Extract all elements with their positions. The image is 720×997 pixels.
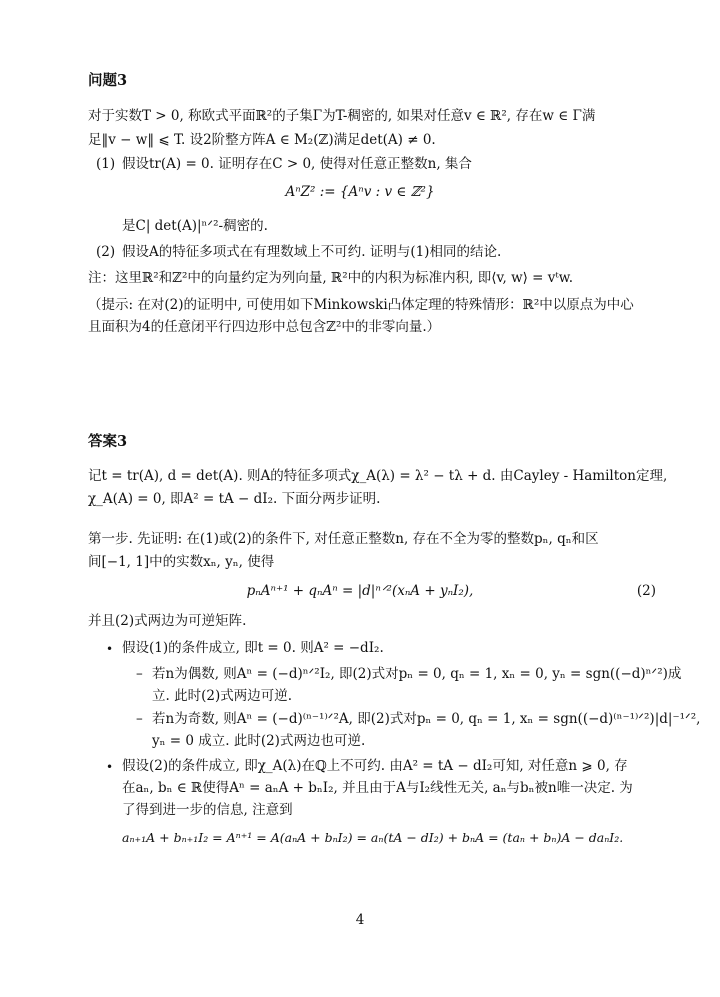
equation-2: pₙAⁿ⁺¹ + qₙAⁿ = |d|ⁿᐟ²(xₙA + yₙI₂), bbox=[246, 583, 474, 599]
bullet-2-line-1: 假设(2)的条件成立, 即χ_A(λ)在ℚ上不可约. 由A² = tA − dI₂可知, 对任意n ⩾ 0, 存 bbox=[122, 758, 628, 774]
hint-line-2: 且面积为4的任意闭平行四边形中总包含ℤ²中的非零向量.） bbox=[88, 319, 441, 335]
part1-conclusion: 是C| det(A)|ⁿᐟ²-稠密的. bbox=[122, 218, 268, 234]
bullet-1-marker: • bbox=[106, 642, 114, 656]
part1-label: (1) bbox=[96, 156, 116, 172]
part2-label: (2) bbox=[96, 244, 116, 260]
bullet-2-line-3: 了得到进一步的信息, 注意到 bbox=[122, 802, 293, 818]
part1-equation: AⁿZ² := {Aⁿv : v ∈ ℤ²} bbox=[285, 184, 435, 200]
bullet-1-text: 假设(1)的条件成立, 即t = 0. 则A² = −dI₂. bbox=[122, 640, 384, 656]
problem-note: 注：这里ℝ²和ℤ²中的向量约定为列向量, ℝ²中的内积为标准内积, 即⟨v, w⟩ = vᵗw. bbox=[88, 270, 573, 286]
part1-statement: 假设tr(A) = 0. 证明存在C > 0, 使得对任意正整数n, 集合 bbox=[122, 156, 472, 172]
step1-line-1: 第一步. 先证明: 在(1)或(2)的条件下, 对任意正整数n, 存在不全为零的整数pₙ, qₙ和区 bbox=[88, 531, 599, 547]
recurrence-equation: aₙ₊₁A + bₙ₊₁I₂ = Aⁿ⁺¹ = A(aₙA + bₙI₂) = aₙ(tA − dI₂) + bₙA = (taₙ + bₙ)A − daₙI₂. bbox=[122, 830, 624, 845]
bullet-2-marker: • bbox=[106, 760, 114, 774]
bullet-2-line-2: 在aₙ, bₙ ∈ ℝ使得Aⁿ = aₙA + bₙI₂, 并且由于A与I₂线性无关, aₙ与bₙ被n唯一决定. 为 bbox=[122, 780, 633, 796]
sub-2-line-1: 若n为奇数, 则Aⁿ = (−d)⁽ⁿ⁻¹⁾ᐟ²A, 即(2)式对pₙ = 0, qₙ = 1, xₙ = sgn((−d)⁽ⁿ⁻¹⁾ᐟ²)|d|⁻¹ᐟ², bbox=[152, 711, 701, 727]
problem-intro-line-2: 足‖v − w‖ ⩽ T. 设2阶整方阵A ∈ M₂(ℤ)满足det(A) ≠ 0. bbox=[88, 132, 436, 148]
step1-line-2: 间[−1, 1]中的实数xₙ, yₙ, 使得 bbox=[88, 554, 275, 570]
part2-statement: 假设A的特征多项式在有理数域上不可约. 证明与(1)相同的结论. bbox=[122, 244, 502, 260]
answer-heading: 答案3 bbox=[88, 433, 128, 450]
sub-1-line-2: 立. 此时(2)式两边可逆. bbox=[152, 688, 292, 704]
hint-line-1: （提示: 在对(2)的证明中, 可使用如下Minkowski凸体定理的特殊情形：ℝ²中以原点为中心 bbox=[88, 297, 634, 313]
page-number: 4 bbox=[355, 912, 365, 928]
answer-intro-line-2: χ_A(A) = 0, 即A² = tA − dI₂. 下面分两步证明. bbox=[88, 491, 381, 507]
sub-1-dash: – bbox=[136, 666, 143, 682]
equation-2-number: (2) bbox=[636, 583, 656, 599]
sub-2-dash: – bbox=[136, 711, 143, 727]
answer-intro-line-1: 记t = tr(A), d = det(A). 则A的特征多项式χ_A(λ) = λ² − tλ + d. 由Cayley - Hamilton定理, bbox=[88, 468, 668, 484]
problem-intro-line-1: 对于实数T > 0, 称欧式平面ℝ²的子集Γ为T-稠密的, 如果对任意v ∈ ℝ², 存在w ∈ Γ满 bbox=[88, 108, 596, 124]
invertible-statement: 并且(2)式两边为可逆矩阵. bbox=[88, 613, 247, 629]
sub-2-line-2: yₙ = 0 成立. 此时(2)式两边也可逆. bbox=[152, 733, 366, 749]
problem-heading: 问题3 bbox=[88, 72, 128, 89]
sub-1-line-1: 若n为偶数, 则Aⁿ = (−d)ⁿᐟ²I₂, 即(2)式对pₙ = 0, qₙ = 1, xₙ = 0, yₙ = sgn((−d)ⁿᐟ²)成 bbox=[152, 666, 682, 682]
